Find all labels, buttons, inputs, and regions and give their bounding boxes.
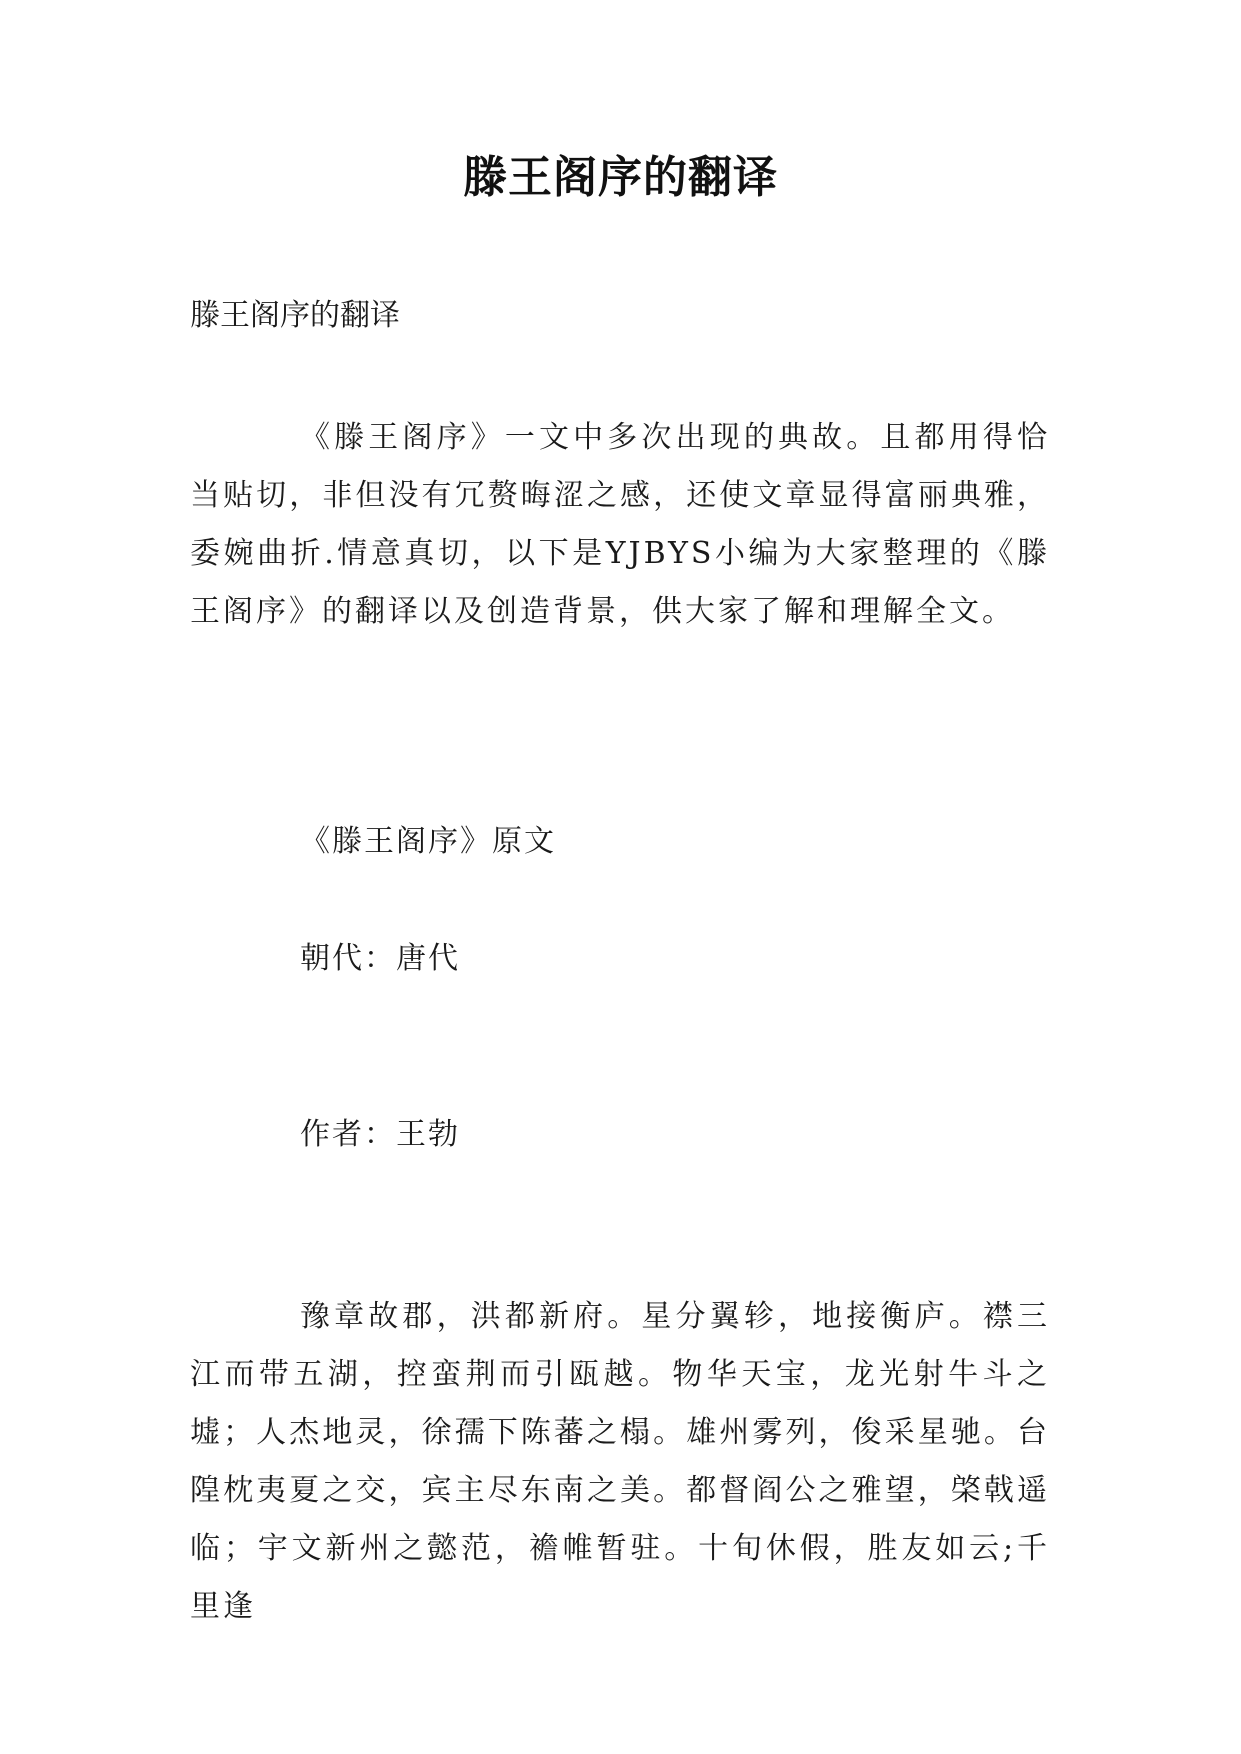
intro-paragraph: 《滕王阁序》一文中多次出现的典故。且都用得恰当贴切，非但没有冗赘晦涩之感，还使文章显得富丽典雅，委婉曲折.情意真切，以下是YJBYS小编为大家整理的《滕王阁序》的翻译以及创造背景，供大家了解和理解全文。 [190, 420, 1050, 629]
document-title: 滕王阁序的翻译 [463, 152, 778, 203]
author-line: 作者：王勃 [300, 1117, 460, 1152]
original-heading: 《滕王阁序》原文 [300, 824, 556, 859]
document-subtitle: 滕王阁序的翻译 [190, 298, 400, 333]
original-text-paragraph: 豫章故郡，洪都新府。星分翼轸，地接衡庐。襟三江而带五湖，控蛮荆而引瓯越。物华天宝，龙光射牛斗之墟；人杰地灵，徐孺下陈蕃之榻。雄州雾列，俊采星驰。台隍枕夷夏之交，宾主尽东南之美。都督阎公之雅望，棨戟遥临；宇文新州之懿范，襜帷暂驻。十旬休假，胜友如云;千里逢 [190, 1299, 1050, 1624]
dynasty-line: 朝代：唐代 [300, 941, 460, 976]
